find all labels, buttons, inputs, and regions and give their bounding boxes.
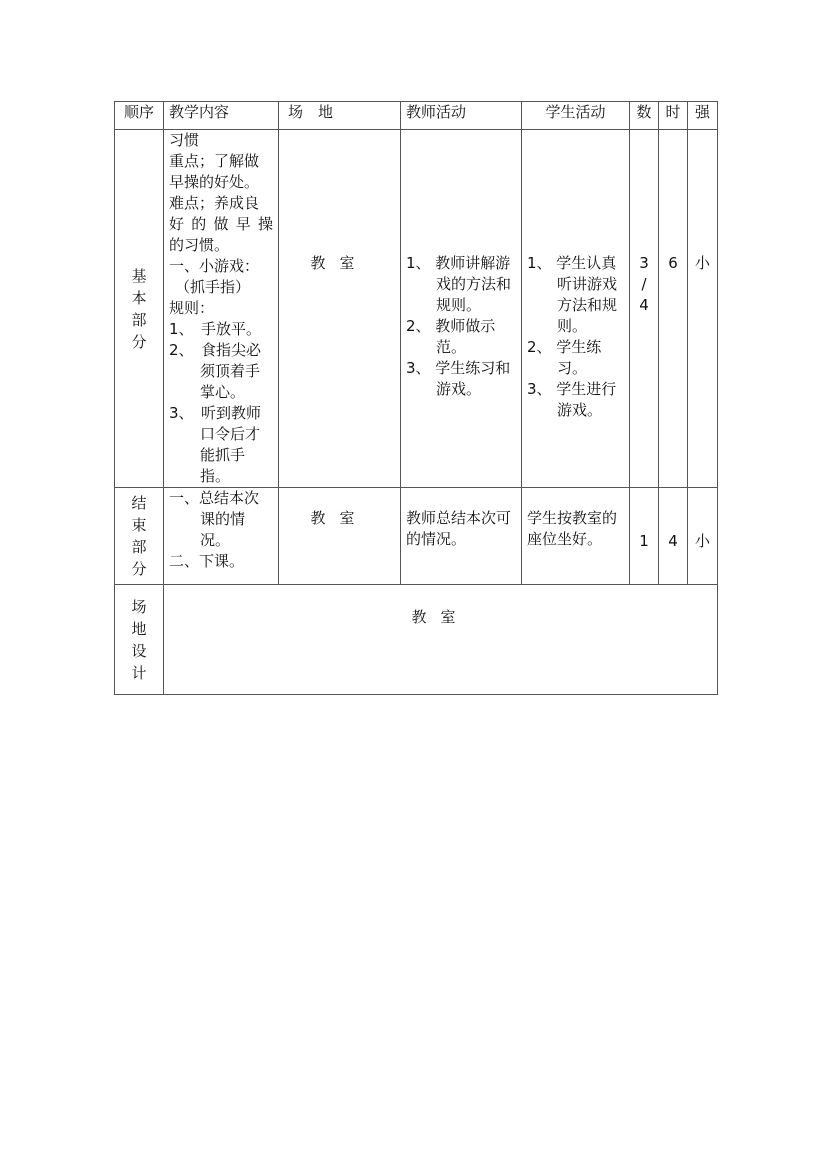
basic-intensity: 小: [688, 130, 718, 488]
header-student: 学生活动: [522, 102, 630, 130]
basic-section-row: [115, 130, 718, 488]
student-item-3: 3、 学生进行游戏。: [527, 380, 617, 419]
basic-time: 6: [659, 130, 688, 488]
header-time: 时: [659, 102, 688, 130]
ending-student-activity: 学生按教室的座位坐好。: [522, 488, 630, 585]
header-order: 顺序: [115, 102, 164, 130]
teacher-item-2: 2、 教师做示范。: [406, 317, 496, 356]
header-teacher: 教师活动: [401, 102, 522, 130]
student-item-2: 2、 学生练习。: [527, 338, 602, 377]
ending-teacher-activity: 教师总结本次可的情况。: [401, 488, 522, 585]
header-place: 场 地: [279, 102, 401, 130]
ending-item-1: 一、总结本次课的情况。: [169, 489, 260, 549]
ending-section-row: [115, 488, 718, 585]
basic-place: 教室: [279, 130, 401, 488]
header-content: 教学内容: [164, 102, 279, 130]
header-intensity: 强: [688, 102, 718, 130]
teacher-item-3: 3、 学生练习和游戏。: [406, 359, 511, 398]
ending-place: 教室: [279, 488, 401, 585]
ending-count: 1: [630, 488, 659, 585]
ending-time: 4: [659, 488, 688, 585]
student-item-1: 1、 学生认真听讲游戏方法和规则。: [527, 254, 618, 335]
ending-intensity: 小: [688, 488, 718, 585]
design-section-label: 场 地 设 计: [115, 585, 164, 695]
watermark: ​: [269, 339, 331, 426]
ending-section-label: 结 束 部 分: [115, 488, 164, 585]
teacher-item-1: 1、 教师讲解游戏的方法和规则。: [406, 254, 512, 314]
basic-count: 3 / 4: [630, 130, 659, 488]
header-row: [115, 102, 718, 130]
rule-item-2: 2、 食指尖必须顶着手掌心。: [169, 341, 262, 401]
rule-item-1: 1、 手放平。: [169, 320, 262, 338]
basic-teacher-activity: [401, 130, 522, 488]
design-section-row: [115, 585, 718, 695]
ending-item-2: 二、下课。: [169, 552, 245, 570]
rule-item-3: 3、 听到教师口令后才能抓手指。: [169, 404, 262, 485]
lesson-plan-table: [114, 101, 718, 695]
basic-section-label: 基 本 部 分: [115, 130, 164, 488]
ending-content: [164, 488, 279, 585]
design-content: 教室: [164, 585, 718, 695]
header-count: 数: [630, 102, 659, 130]
basic-student-activity: [522, 130, 630, 488]
basic-content: 习惯 重点；了解做 早操的好处。 难点；养成良 好的做早操 的习惯。 一、小游戏： （抓手指） 规则： 1、 手放平。 2、 食指尖必须顶着手掌心。 3、 听到教师口令后才能抓手指。: [164, 130, 279, 488]
